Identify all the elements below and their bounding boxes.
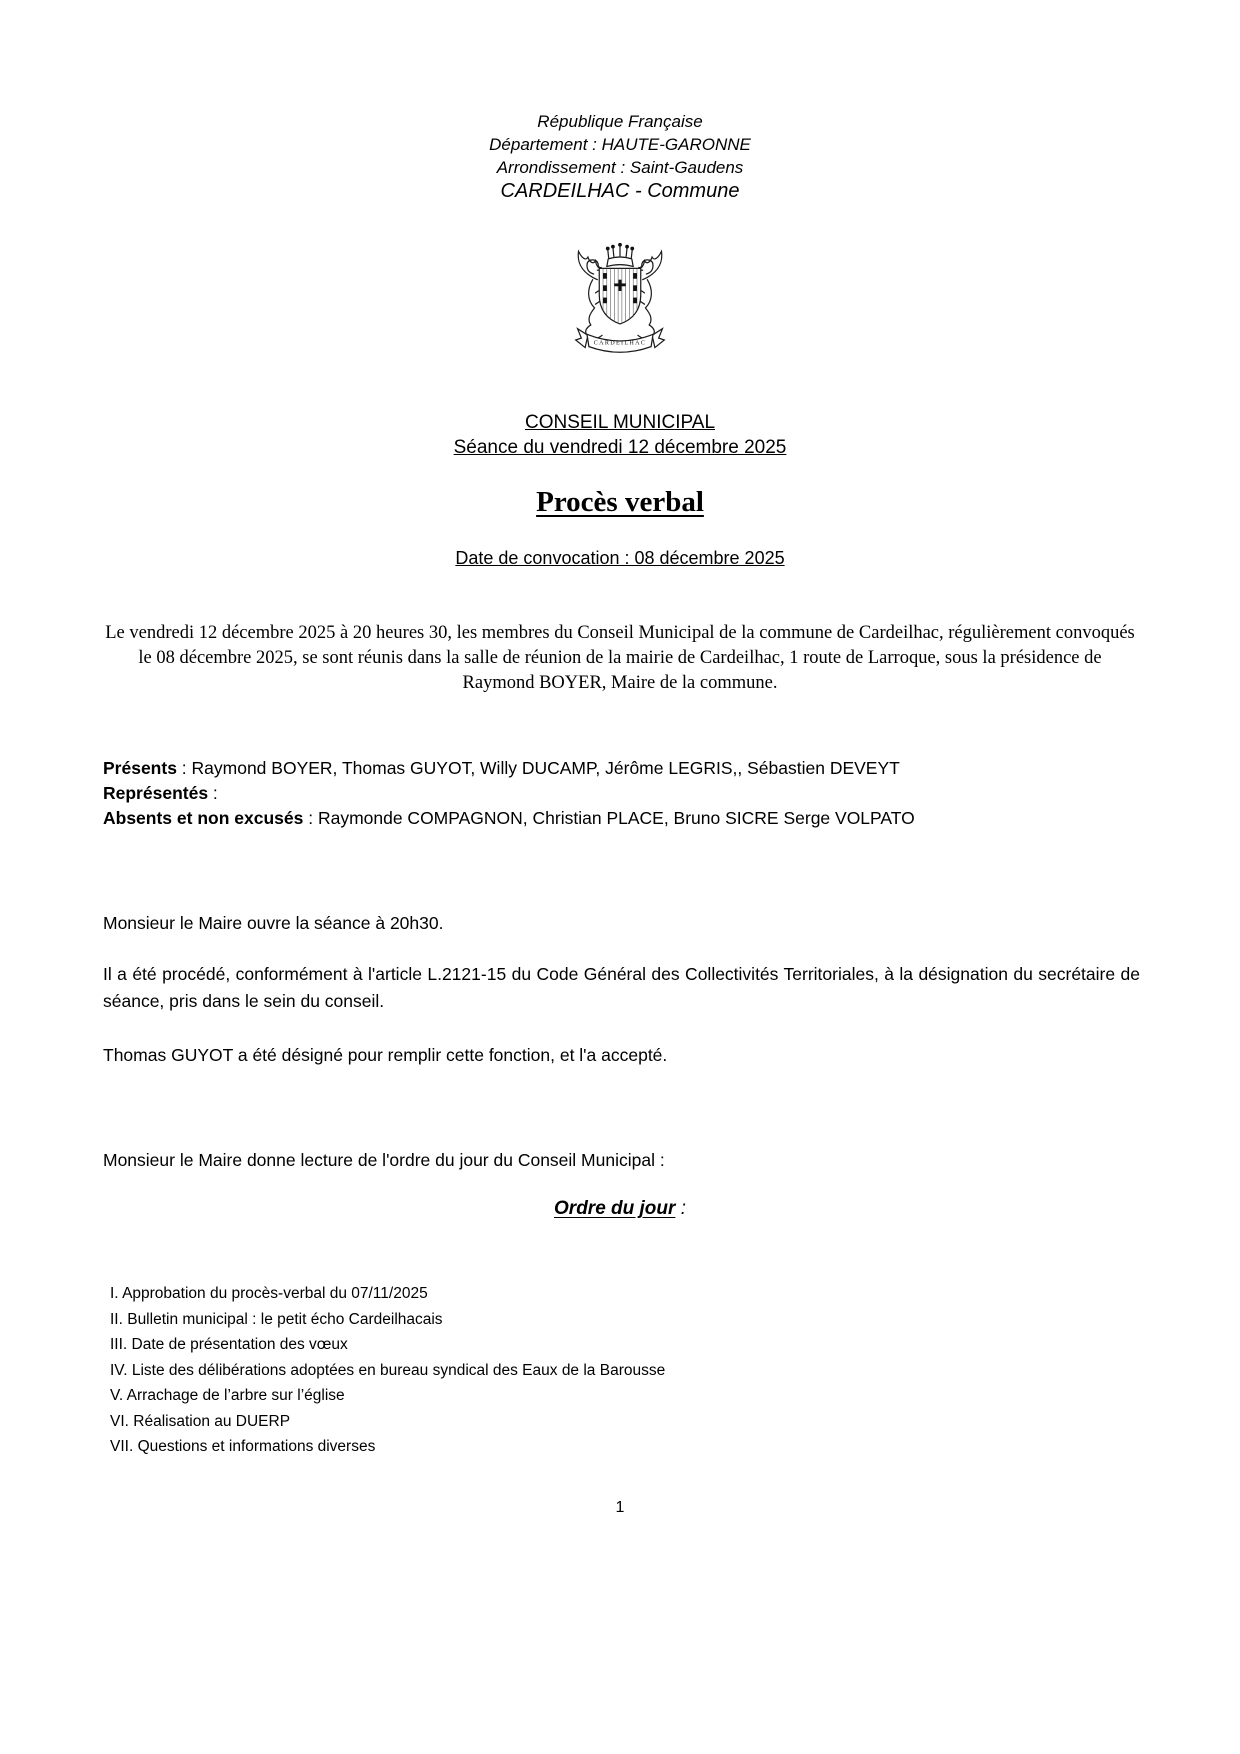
- attendance-block: [103, 756, 1140, 831]
- presents-line: [103, 756, 1140, 781]
- agenda-item-1: I. Approbation du procès-verbal du 07/11/2025: [110, 1285, 428, 1302]
- representes-label: Représentés: [103, 783, 209, 803]
- agenda-item-3: III. Date de présentation des vœux: [110, 1336, 348, 1353]
- coat-of-arms: [0, 240, 1240, 363]
- presents-value: : Raymond BOYER, Thomas GUYOT, Willy DUCAMP, Jérôme LEGRIS,, Sébastien DEVEYT: [176, 758, 900, 778]
- procedure-paragraph: Il a été procédé, conformément à l'article L.2121-15 du Code Général des Collectivités Territoriales, à la désignation du secrétaire de séance, pris dans le sein du conseil.: [103, 964, 1140, 1011]
- absents-line: [103, 806, 1140, 831]
- absents-label: Absents et non excusés: [103, 808, 304, 828]
- intro-paragraph: Le vendredi 12 décembre 2025 à 20 heures 30, les membres du Conseil Municipal de la commune de Cardeilhac, régulièrement convoqués le 08 décembre 2025, se sont réunis dans la salle de réunion de la mairie de Cardeilhac, 1 route de Larroque, sous la présidence de Raymond BOYER, Maire de la commune.: [105, 623, 1135, 693]
- banner-text: CARDEILHAC: [593, 340, 647, 347]
- agenda-item-7: VII. Questions et informations diverses: [110, 1438, 376, 1455]
- agenda-heading-suffix: :: [675, 1198, 686, 1219]
- agenda-list: [110, 1281, 1140, 1460]
- agenda-item-2: II. Bulletin municipal : le petit écho Cardeilhacais: [110, 1310, 443, 1328]
- crown-icon: [606, 243, 634, 267]
- representes-line: [103, 781, 1140, 806]
- administrative-header: [0, 110, 1240, 204]
- council-title: CONSEIL MUNICIPAL: [524, 412, 716, 433]
- agenda-heading-text: Ordre du jour: [554, 1198, 676, 1219]
- commune-line: CARDEILHAC - Commune: [500, 180, 740, 202]
- page-number: 1: [615, 1499, 625, 1516]
- arrondissement-line: Arrondissement : Saint-Gaudens: [496, 158, 744, 177]
- session-subtitle: Séance du vendredi 12 décembre 2025: [453, 437, 787, 458]
- absents-value: : Raymonde COMPAGNON, Christian PLACE, Bruno SICRE Serge VOLPATO: [303, 808, 915, 828]
- agenda-heading: [0, 1198, 1240, 1220]
- document-title: Procès verbal: [536, 486, 704, 518]
- opening-paragraph: Monsieur le Maire ouvre la séance à 20h30.: [103, 913, 444, 933]
- representes-value: :: [208, 783, 218, 803]
- department-line: Département : HAUTE-GARONNE: [489, 135, 751, 154]
- agenda-item-4: IV. Liste des délibérations adoptées en bureau syndical des Eaux de la Barousse: [110, 1361, 666, 1379]
- shield-icon: [599, 268, 640, 325]
- banner-ribbon-icon: [576, 329, 665, 353]
- coat-of-arms-icon: [554, 240, 686, 358]
- secretary-paragraph: Thomas GUYOT a été désigné pour remplir cette fonction, et l'a accepté.: [103, 1045, 668, 1065]
- republic-line: République Française: [537, 112, 703, 131]
- agenda-item-5: V. Arrachage de l’arbre sur l’église: [110, 1387, 345, 1404]
- agenda-item-6: VI. Réalisation au DUERP: [110, 1412, 291, 1430]
- lecture-paragraph: Monsieur le Maire donne lecture de l'ordre du jour du Conseil Municipal :: [103, 1150, 665, 1170]
- convocation-date: Date de convocation : 08 décembre 2025: [455, 548, 785, 568]
- presents-label: Présents: [103, 758, 177, 778]
